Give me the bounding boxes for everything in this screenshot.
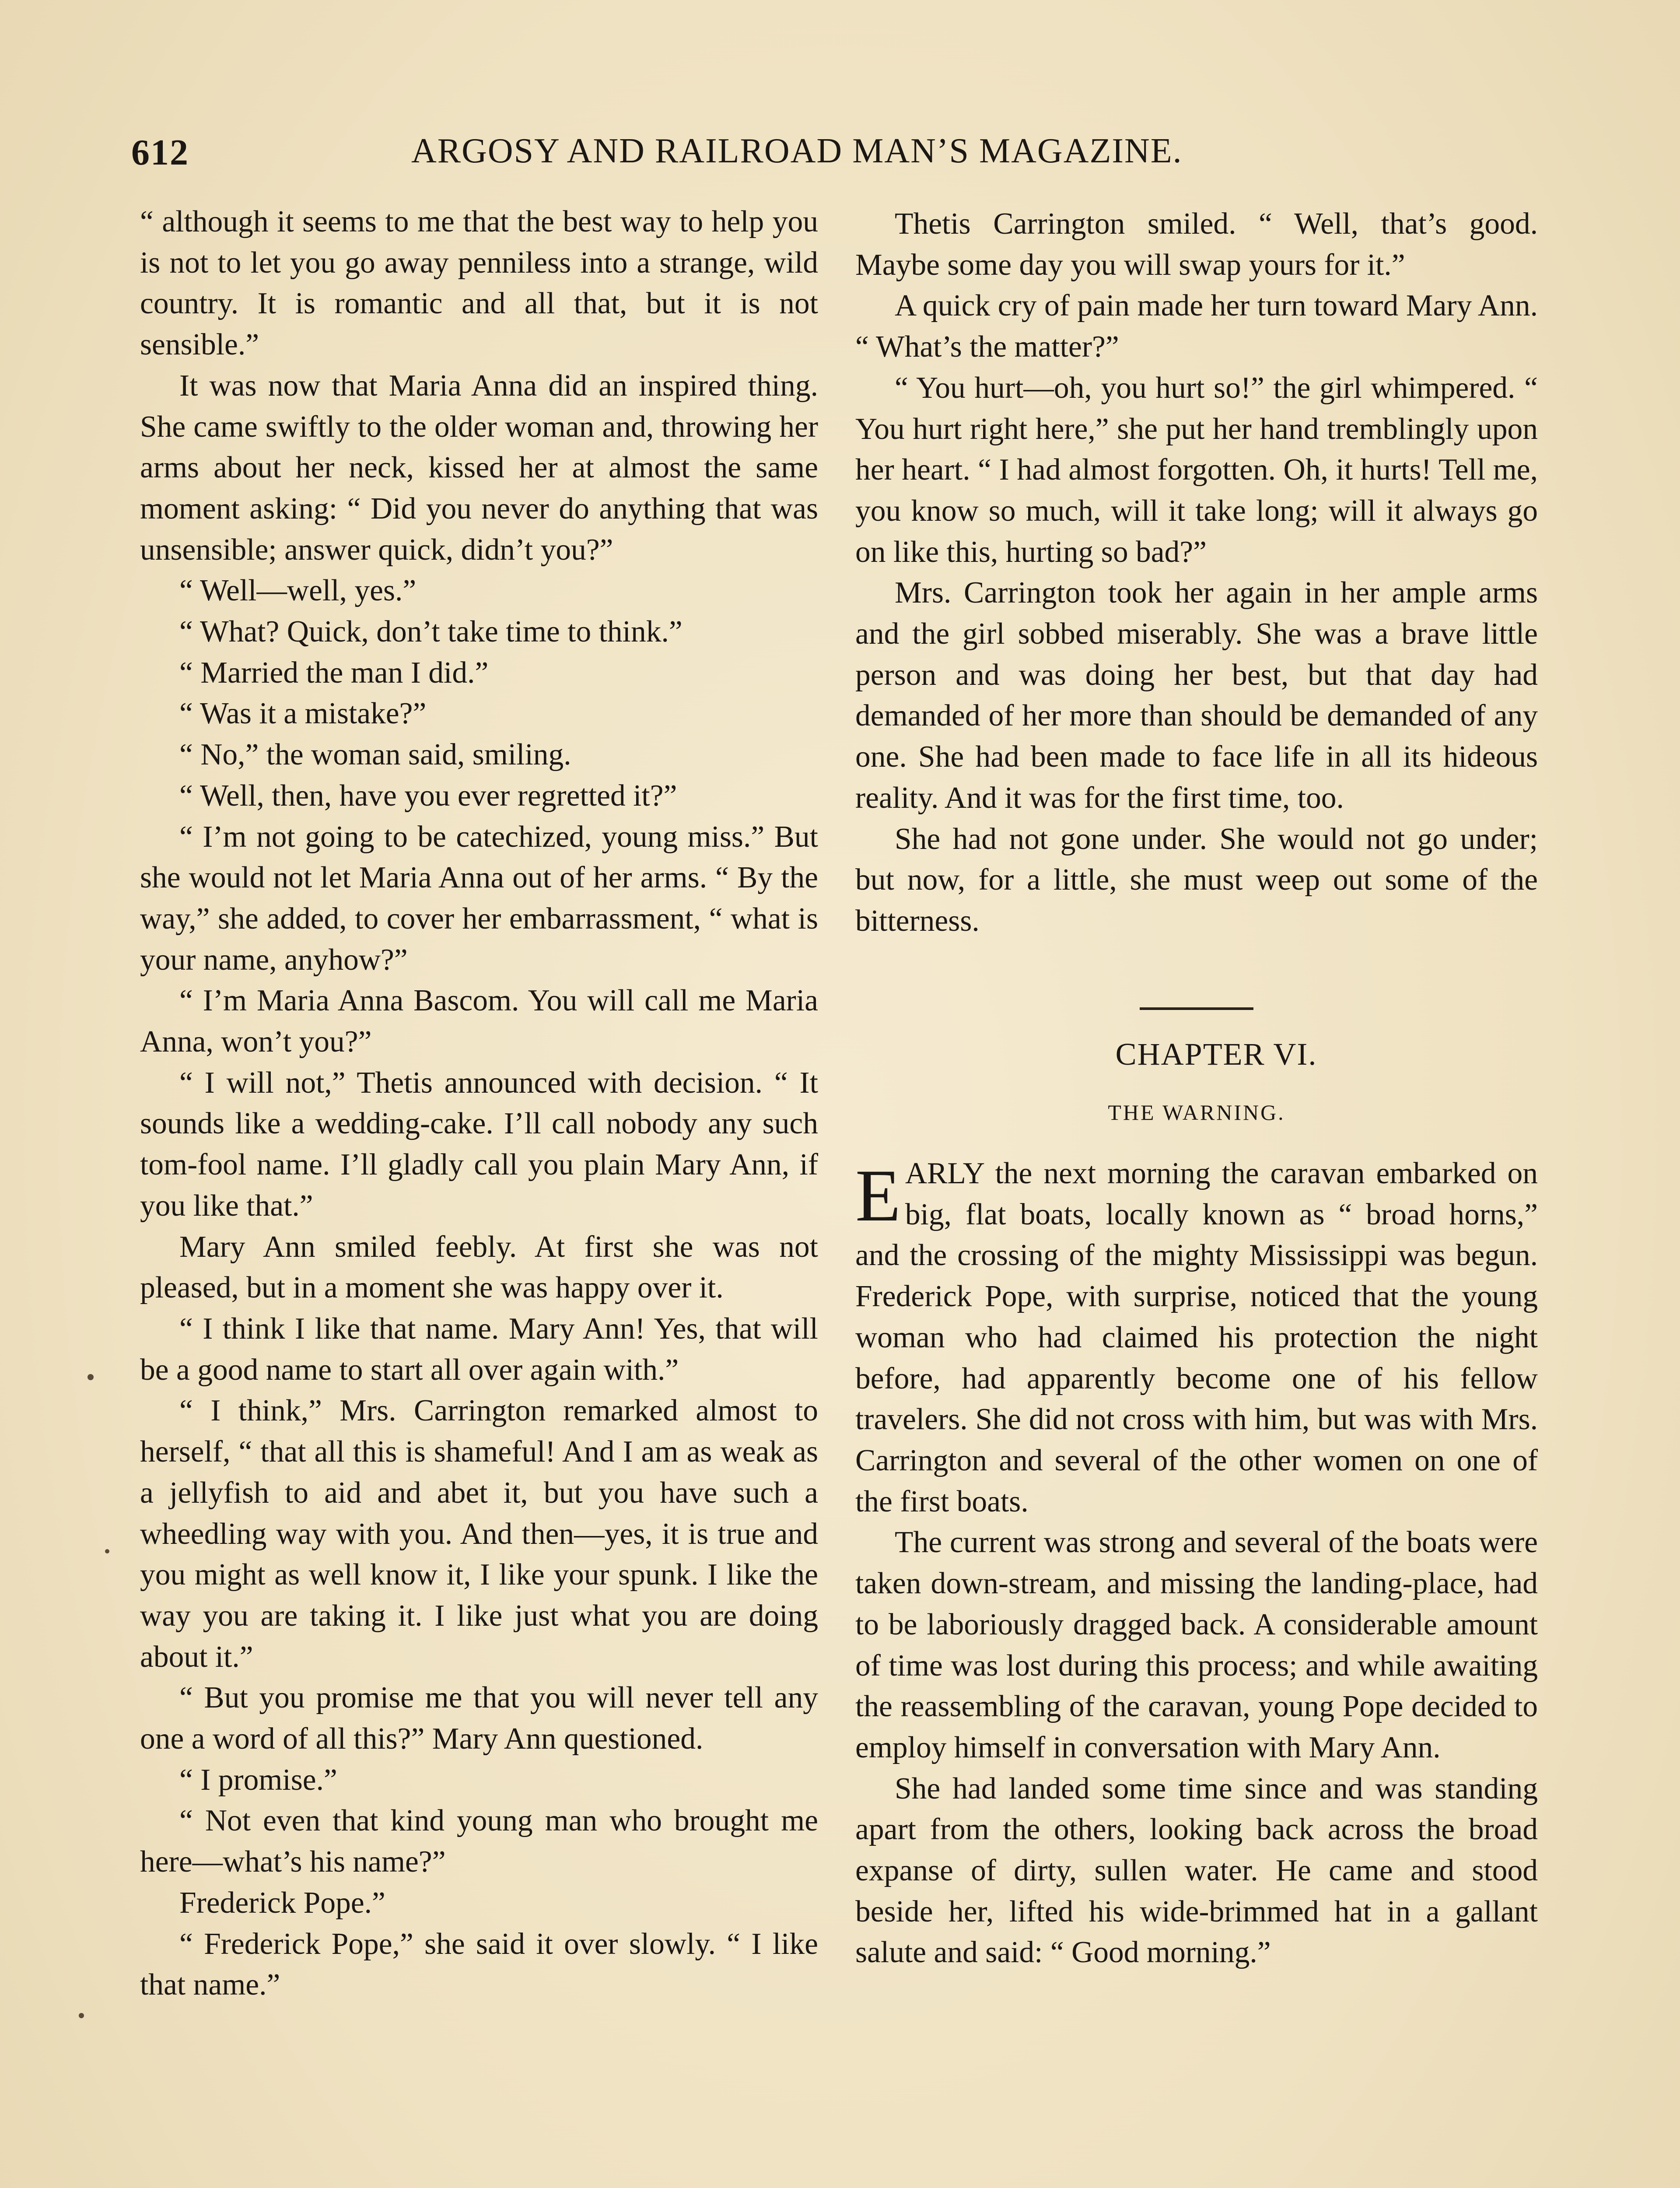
paragraph: Mary Ann smiled feebly. At first she was not pleased, but in a moment she was happy over it. — [140, 1230, 818, 1305]
paragraph: “ I think I like that name. Mary Ann! Yes, that will be a good name to start all over again with.” — [140, 1311, 818, 1387]
page-number: 612 — [131, 132, 189, 173]
paragraph: “ Frederick Pope,” she said it over slowly. “ I like that name.” — [140, 1927, 818, 2002]
paragraph: “ But you promise me that you will never tell any one a word of all this?” Mary Ann questioned. — [140, 1681, 818, 1756]
paragraph: “ I’m not going to be catechized, young miss.” But she would not let Maria Anna out of her arms. “ By the way,” she added, to cover her embarrassment, “ what is your name, anyhow?” — [140, 820, 818, 977]
paragraph: “ I think,” Mrs. Carrington remarked almost to herself, “ that all this is shameful! And I am as weak as a jellyfish to aid and abet it, but you have such a wheedling way with you. And then—yes, it is true and you might as well know it, I like your spunk. I like the way you are taking it. I like just what you are doing about it.” — [140, 1394, 818, 1674]
paragraph: The current was strong and several of the boats were taken down-stream, and missing the landing-place, had to be laboriously dragged back. A considerable amount of time was lost during this process; and while awaiting the reassembling of the caravan, young Pope decided to employ himself in conversation with Mary Ann. — [855, 1525, 1538, 1764]
left-column — [140, 201, 818, 2006]
paragraph: “ You hurt—oh, you hurt so!” the girl whimpered. “ You hurt right here,” she put her hand tremblingly upon her heart. “ I had almost forgotten. Oh, it hurts! Tell me, you know so much, will it take long; will it always go on like this, hurting so bad?” — [855, 371, 1538, 569]
paragraph: A quick cry of pain made her turn toward Mary Ann. “ What’s the matter?” — [855, 289, 1538, 364]
drop-cap: E — [855, 1154, 901, 1237]
paragraph: “ Well, then, have you ever regretted it?” — [179, 778, 677, 813]
paragraph: Frederick Pope.” — [179, 1886, 385, 1920]
running-header — [131, 123, 1308, 188]
paragraph: “ I will not,” Thetis announced with decision. “ It sounds like a wedding-cake. I’ll call nobody any such tom-fool name. I’ll gladly call you plain Mary Ann, if you like that.” — [140, 1066, 818, 1223]
paragraph: “ I promise.” — [179, 1763, 337, 1797]
paragraph: “ Not even that kind young man who brought me here—what’s his name?” — [140, 1804, 818, 1879]
chapter-subtitle: THE WARNING. — [1108, 1100, 1285, 1125]
chapter-heading: CHAPTER VI. — [1115, 1036, 1317, 1072]
chapter-opening-paragraph — [855, 1153, 1538, 1522]
section-divider — [1140, 1007, 1253, 1010]
paragraph: She had not gone under. She would not go under; but now, for a little, she must weep out some of the bitterness. — [855, 822, 1538, 938]
paragraph: She had landed some time since and was standing apart from the others, looking back across the broad expanse of dirty, sullen water. He came and stood beside her, lifted his wide-brimmed hat in a gallant salute and said: “ Good morning.” — [855, 1771, 1538, 1970]
paragraph: “ What? Quick, don’t take time to think.” — [179, 615, 682, 649]
paper-speck — [79, 2013, 84, 2018]
paragraph: “ I’m Maria Anna Bascom. You will call me Maria Anna, won’t you?” — [140, 984, 818, 1059]
paragraph: “ Was it a mistake?” — [179, 697, 427, 731]
paragraph: “ Married the man I did.” — [179, 656, 489, 690]
opening-text: ARLY the next morning the caravan embarked on big, flat boats, locally known as “ broad horns,” and the crossing of the mighty Mississippi was begun. Frederick Pope, with surprise, noticed that the young woman who had claimed his protection the night before, had apparently become one of his fellow travelers. She did not cross with him, but was with Mrs. Carrington and several of the other women on one of the first boats. — [855, 1157, 1538, 1518]
paragraph: “ although it seems to me that the best way to help you is not to let you go away penniless into a strange, wild country. It is romantic and all that, but it is not sensible.” — [140, 205, 818, 362]
magazine-title: ARGOSY AND RAILROAD MAN’S MAGAZINE. — [411, 132, 1183, 170]
paragraph: Thetis Carrington smiled. “ Well, that’s good. Maybe some day you will swap yours for it.” — [855, 207, 1538, 282]
paper-speck — [88, 1374, 94, 1380]
paragraph: “ Well—well, yes.” — [179, 574, 416, 608]
paragraph: It was now that Maria Anna did an inspired thing. She came swiftly to the older woman and, throwing her arms about her neck, kissed her at almost the same moment asking: “ Did you never do anything that was unsensible; answer quick, didn’t you?” — [140, 368, 818, 567]
paragraph: “ No,” the woman said, smiling. — [179, 738, 571, 772]
paper-speck — [105, 1549, 109, 1553]
right-column — [855, 203, 1538, 1973]
paragraph: Mrs. Carrington took her again in her ample arms and the girl sobbed miserably. She was a brave little person and was doing her best, but that day had demanded of her more than should be demanded of any one. She had been made to face life in all its hideous reality. And it was for the first time, too. — [855, 576, 1538, 815]
